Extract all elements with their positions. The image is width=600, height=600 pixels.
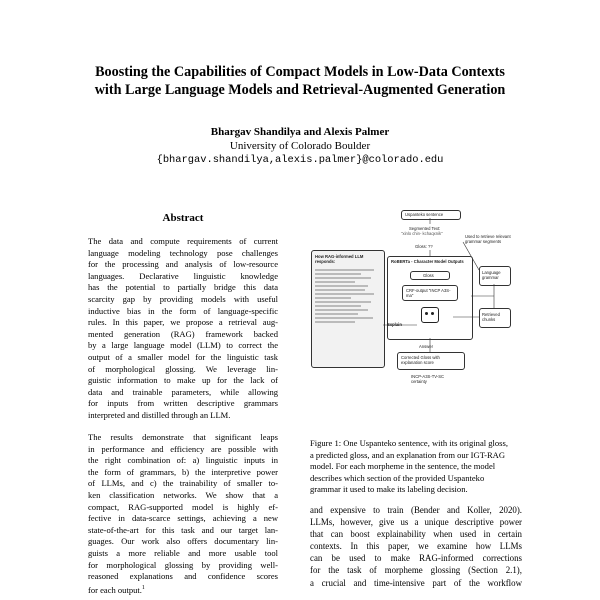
text-line: state-of-the-art for this task and our target lan- xyxy=(88,524,278,535)
text-line: of morphological glossing. We leverage lin- xyxy=(88,363,278,374)
text-line: guists a more reliable and more usable tool xyxy=(88,547,278,558)
explain-label: Explain xyxy=(387,322,402,327)
glue-label: Gloss xyxy=(423,273,434,278)
figure-1-diagram xyxy=(303,206,513,436)
body-text-column xyxy=(310,504,522,589)
text-line: contexts. In this paper, we examine how LLMs xyxy=(310,541,522,552)
text-line: for each output.$^1$ xyxy=(88,584,145,595)
abstract-heading: Abstract xyxy=(162,212,204,224)
text-line: in performance and efficiency are possible with xyxy=(88,443,278,454)
author-emails: {bhargav.shandilya,alexis.palmer}@colorado.edu xyxy=(156,154,444,166)
text-line: can be used to make RAG-informed corrections xyxy=(310,553,522,564)
text-line: that can boost explainability when used in certain xyxy=(310,529,522,540)
figure-1-caption: Figure 1: One Uspanteko sentence, with its original gloss, a predicted gloss, and an explanation from our IGT-RAG model. For each morpheme in the sentence, the model describes which section of the provided Uspanteko grammar it used to make its labeling decision. xyxy=(310,438,508,495)
gloss-label: Gloss: ?? xyxy=(415,244,433,249)
text-line: for the processing and analysis of low-resource xyxy=(88,259,278,270)
final-certainty-label: INCP-A3S-TV-SC certainty xyxy=(411,374,445,385)
paper-title-line-2: with Large Language Models and Retrieval-Augmented Generation xyxy=(94,82,506,98)
text-line: output of a smaller model for the linguistic task xyxy=(88,351,278,362)
text-line: LLMs, however, give us a unique descriptive power xyxy=(310,517,522,528)
text-line: reasoned explanations and confidence scores xyxy=(88,571,278,582)
grammar-label: Language grammar xyxy=(482,270,501,281)
text-line: and expensive to train (Bender and Koller, 2020). xyxy=(310,505,522,515)
text-line: by a large language model (LLM) to correct the xyxy=(88,340,278,351)
text-line: The results demonstrate that significant leaps xyxy=(88,432,278,442)
text-line: fective in data-scarce settings, achieving a new xyxy=(88,513,278,524)
text-line: the form of grammars, b) the interpretive power xyxy=(88,466,278,477)
affiliation: University of Colorado Boulder xyxy=(229,140,371,152)
text-line: guages. Our work also offers documentary lin- xyxy=(88,536,278,547)
llm-output-heading: How RAG-informed LLM responds: xyxy=(315,254,364,265)
answer-label: Answer xyxy=(419,344,433,349)
text-line: of LLMs, and c) the trainability of smaller to- xyxy=(88,478,278,489)
footnote-marker: 1 xyxy=(141,584,145,591)
text-line: scarcity gap by providing models with useful xyxy=(88,293,278,304)
text-line: compact, RAG-supported model is highly ef- xyxy=(88,501,278,512)
text-line: for inputs from written descriptive grammars xyxy=(88,398,278,409)
text-line: has the potential to partially bridge this data xyxy=(88,282,278,293)
text-line: for the task of morpheme glossing (Section 2.1), xyxy=(310,565,522,576)
crf-label: CRF-output "INCP A3S-ma" xyxy=(406,288,451,299)
diagram-arrows xyxy=(303,206,513,406)
input-sentence-label: Uspanteko sentence xyxy=(405,212,444,217)
abstract-paragraph-1 xyxy=(88,236,278,422)
segmented-text-label: Segmented Text: xyxy=(409,226,441,231)
text-line: for morphological glossing by providing well- xyxy=(88,559,278,570)
text-line: inductive bias in the form of language-specific xyxy=(88,305,278,316)
text-line: mented generation (RAG) framework backed xyxy=(88,328,278,339)
text-line: the right combination of: a) linguistic inputs in xyxy=(88,455,278,466)
authors: Bhargav Shandilya and Alexis Palmer xyxy=(210,126,390,138)
model-header: RoBERTa - Character Model Outputs xyxy=(391,259,464,264)
segmented-example: "xinlo chin- kchaqxnik" xyxy=(401,231,443,236)
text-line: data and trainable parameters, while allowing xyxy=(88,386,278,397)
rag-note: Used to retrieve relevant grammar segments xyxy=(465,234,511,245)
abstract-paragraph-2 xyxy=(88,432,278,596)
text-line: language modeling technology pose challenges xyxy=(88,247,278,258)
text-line: a crucial and time-intensive part of the workflow xyxy=(310,577,522,588)
text-line: languages. Declarative linguistic knowledge xyxy=(88,270,278,281)
paper-title-line-1: Boosting the Capabilities of Compact Models in Low-Data Contexts xyxy=(95,64,505,80)
text-line: rules. In this paper, we propose a retrieval aug- xyxy=(88,317,278,328)
retrieve-label: Retrieved chunks xyxy=(482,312,500,323)
text-line: The data and compute requirements of current xyxy=(88,236,278,246)
text-line: ken classification networks. We show that a xyxy=(88,489,278,500)
text-line: interpreted and distilled through an LLM. xyxy=(88,409,231,420)
final-output-label: Corrected Gloss with explanation score xyxy=(401,355,440,366)
text-line: guistic information to make up for the lack of xyxy=(88,375,278,386)
